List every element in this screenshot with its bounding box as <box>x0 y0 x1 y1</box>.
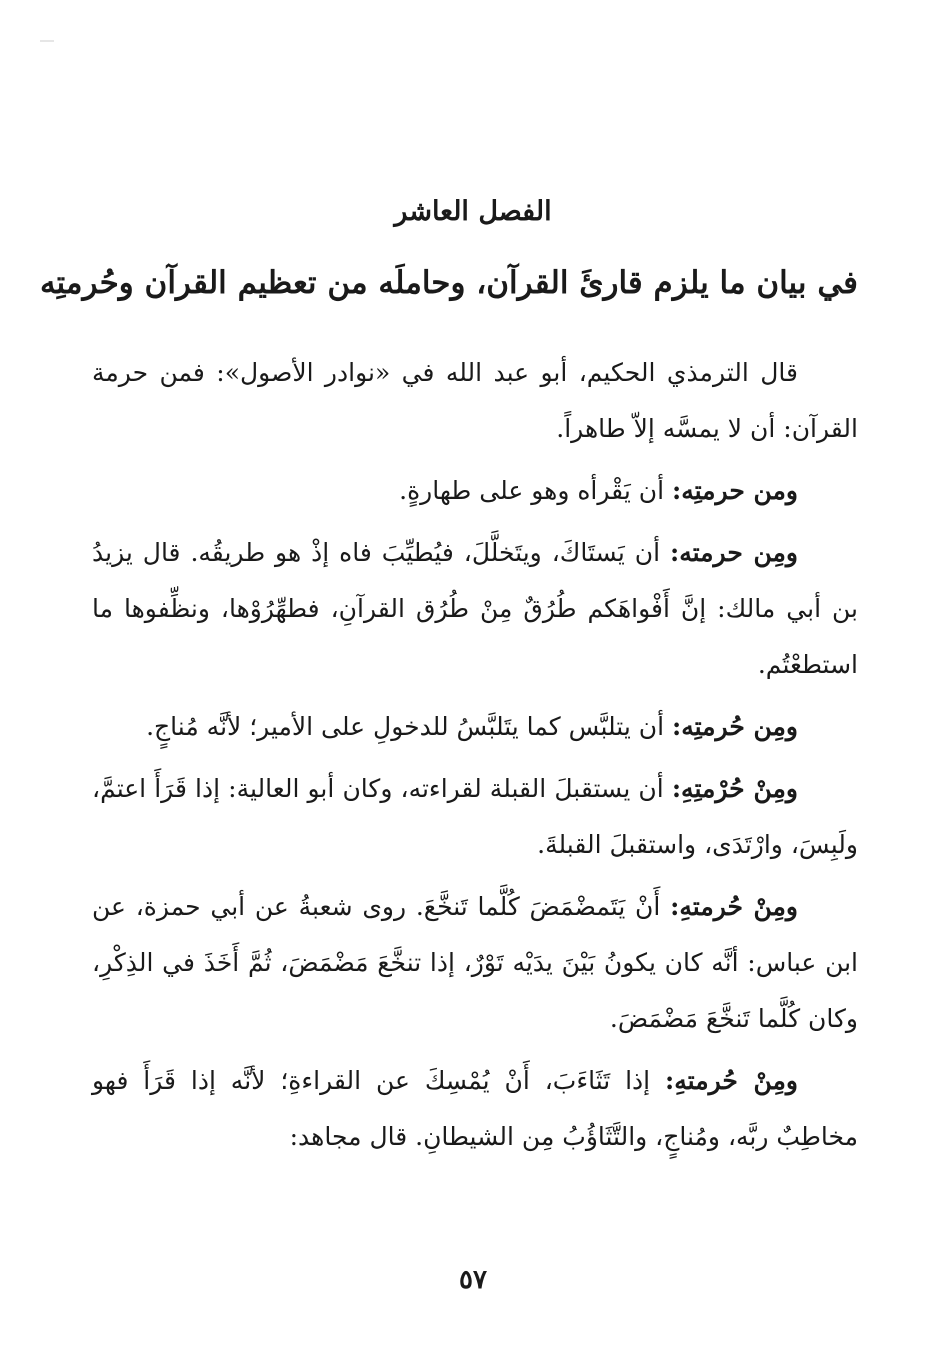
paragraph-text: أن يَستَاكَ، ويتَخلَّلَ، فيُطيِّبَ فاه إذْ هو طريقُه. قال يزيدُ بن أبي مالك: إنَّ أَفْواهَكم طُرُقٌ مِنْ طُرُق القرآنِ، فطهِّرُوْها، ونظِّفوها ما استطعْتُم. <box>92 538 858 679</box>
page-number: ٥٧ <box>459 1265 487 1295</box>
paragraph-lead: ومِن حُرمتِه: <box>671 712 798 741</box>
paragraph-lead: ومِنْ حُرمتهِ: <box>665 1066 798 1095</box>
paragraph-2 <box>92 463 858 519</box>
paragraph-lead: ومِنْ حُرْمتِهِ: <box>671 774 798 803</box>
paragraph-text: أَنْ يَتَمضْمَضَ كُلَّما تَنخَّعَ. روى شعبةُ عن أبي حمزة، عن ابن عباس: أنَّه كان يكونُ بَيْنَ يدَيْه تَوْرٌ، إذا تنخَّعَ مَضْمَضَ، ثُمَّ أَخَذَ في الذِكْرِ، وكان كُلَّما تَنخَّعَ مَضْمَضَ. <box>92 892 858 1033</box>
chapter-title: الفصل العاشر <box>394 196 552 227</box>
scan-speck <box>40 40 54 42</box>
paragraph-1 <box>92 345 858 457</box>
paragraph-text: أن يَقْرأه وهو على طهارةٍ. <box>399 476 672 505</box>
section-title: في بيان ما يلزم قارئَ القرآن، وحاملَه من تعظيم القرآن وحُرمتِه <box>39 265 858 301</box>
paragraph-text: أن يتلبَّس كما يتَلبَّسُ للدخولِ على الأمير؛ لأنَّه مُناجٍ. <box>146 712 672 741</box>
paragraph-5 <box>92 761 858 873</box>
paragraph-lead: ومن حرمتِه: <box>671 476 798 505</box>
paragraph-lead: ومِنْ حُرمتهِ: <box>670 892 798 921</box>
paragraph-text: أن يستقبلَ القبلة لقراءته، وكان أبو العالية: إذا قَرَأَ اعتمَّ، ولَبِسَ، وارْتَدَى، واستقبلَ القبلةَ. <box>92 774 858 859</box>
paragraph-text: قال الترمذي الحكيم، أبو عبد الله في «نوادر الأصول»: فمن حرمة القرآن: أن لا يمسَّه إلاّ طاهراً. <box>92 358 858 443</box>
paragraph-6 <box>92 879 858 1047</box>
paragraph-3 <box>92 525 858 693</box>
paragraph-text: إذا تَثَاءَبَ، أَنْ يُمْسِكَ عن القراءةِ؛ لأنَّه إذا قَرَأَ فهو مخاطِبٌ ربَّه، ومُناجٍ، والتَّثَاؤُبُ مِن الشيطانِ. قال مجاهد: <box>92 1066 858 1151</box>
paragraph-lead: ومِن حرمته: <box>669 538 798 567</box>
body-text <box>92 345 858 1171</box>
paragraph-7 <box>92 1053 858 1165</box>
paragraph-4 <box>92 699 858 755</box>
